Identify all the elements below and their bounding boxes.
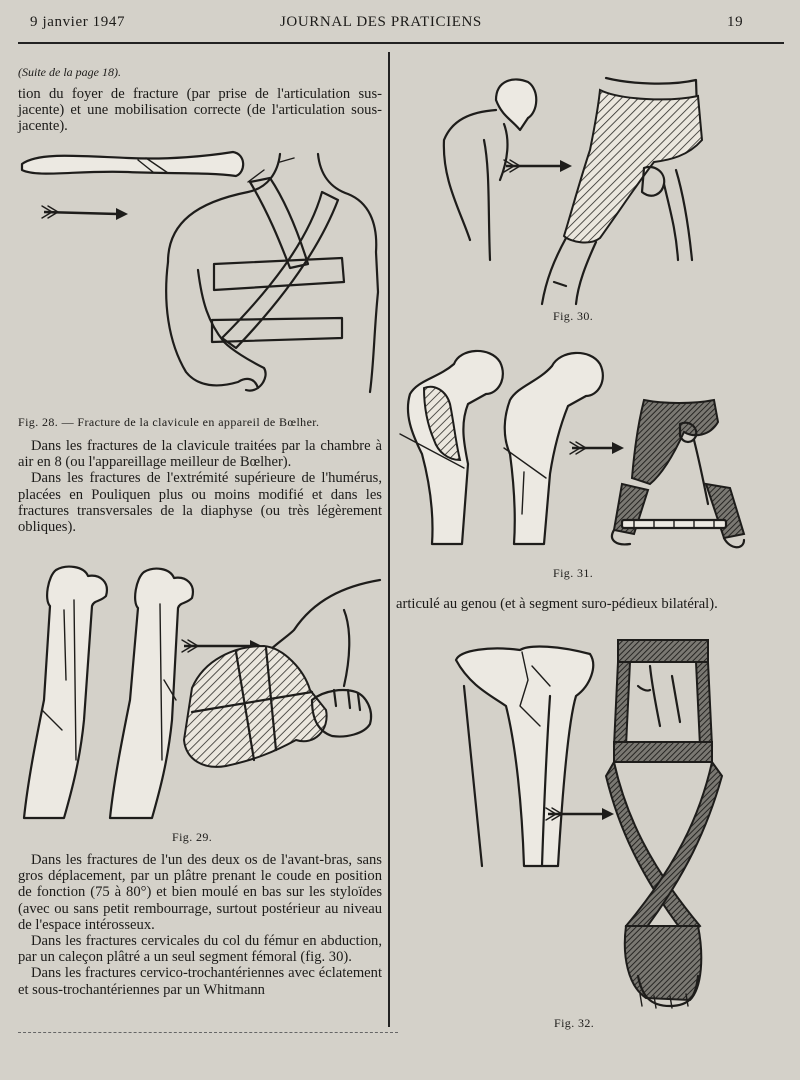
figure-31-caption: Fig. 31. bbox=[553, 566, 594, 580]
header-journal-title: JOURNAL DES PRATICIENS bbox=[280, 14, 482, 30]
figure-32-leg-cast-illustration bbox=[450, 626, 730, 1016]
header-page-number: 19 bbox=[727, 14, 744, 30]
bottom-trim-line bbox=[18, 1032, 398, 1033]
header-rule bbox=[18, 42, 784, 44]
figure-32-caption: Fig. 32. bbox=[554, 1016, 595, 1030]
para-genou: articulé au genou (et à segment suro-pédieux bilatéral). bbox=[396, 596, 718, 612]
figure-28-clavicle-illustration bbox=[18, 142, 383, 400]
figure-31-whitmann-cast-illustration bbox=[394, 344, 756, 566]
figure-30-caption: Fig. 30. bbox=[553, 309, 594, 323]
para-continuation: tion du foyer de fracture (par prise de l'articulation sus-jacente) et une mobilisation correcte (de l'articulation sous-jacente). bbox=[18, 86, 382, 135]
column-divider bbox=[388, 52, 390, 1027]
body-text-left-1 bbox=[18, 438, 382, 535]
figure-28-caption: Fig. 28. — Fracture de la clavicule en appareil de Bœlher. bbox=[18, 415, 320, 429]
para-clavicule: Dans les fractures de la clavicule traitées par la chambre à air en 8 (ou l'appareillage meilleur de Bœlher). bbox=[18, 438, 382, 471]
para-trochanter: Dans les fractures cervico-trochantériennes avec éclatement et sous-trochantériennes par un Whitmann bbox=[18, 965, 382, 998]
figure-29-forearm-illustration bbox=[14, 560, 384, 825]
header-date: 9 janvier 1947 bbox=[30, 14, 126, 30]
para-humerus: Dans les fractures de l'extrémité supérieure de l'humérus, placées en Pouliquen plus ou moins modifié et dans les fractures transversales de la diaphyse (ou très légèrement obliques). bbox=[18, 470, 382, 536]
body-text-left-2 bbox=[18, 852, 382, 998]
figure-29-caption: Fig. 29. bbox=[172, 830, 213, 844]
figure-30-femoral-cast-illustration bbox=[430, 60, 720, 308]
para-femur: Dans les fractures cervicales du col du fémur en abduction, par un caleçon plâtré a un seul segment fémoral (fig. 30). bbox=[18, 933, 382, 966]
para-avant-bras: Dans les fractures de l'un des deux os de l'avant-bras, sans gros déplacement, par un plâtre prenant le coude en position de fonction (75 à 80°) et bien moulé en bas sur les styloïdes (avec ou sans petit rembourrage, surtout postérieur au niveau de l'espace intérosseux. bbox=[18, 852, 382, 933]
continued-note: (Suite de la page 18). bbox=[18, 65, 121, 79]
